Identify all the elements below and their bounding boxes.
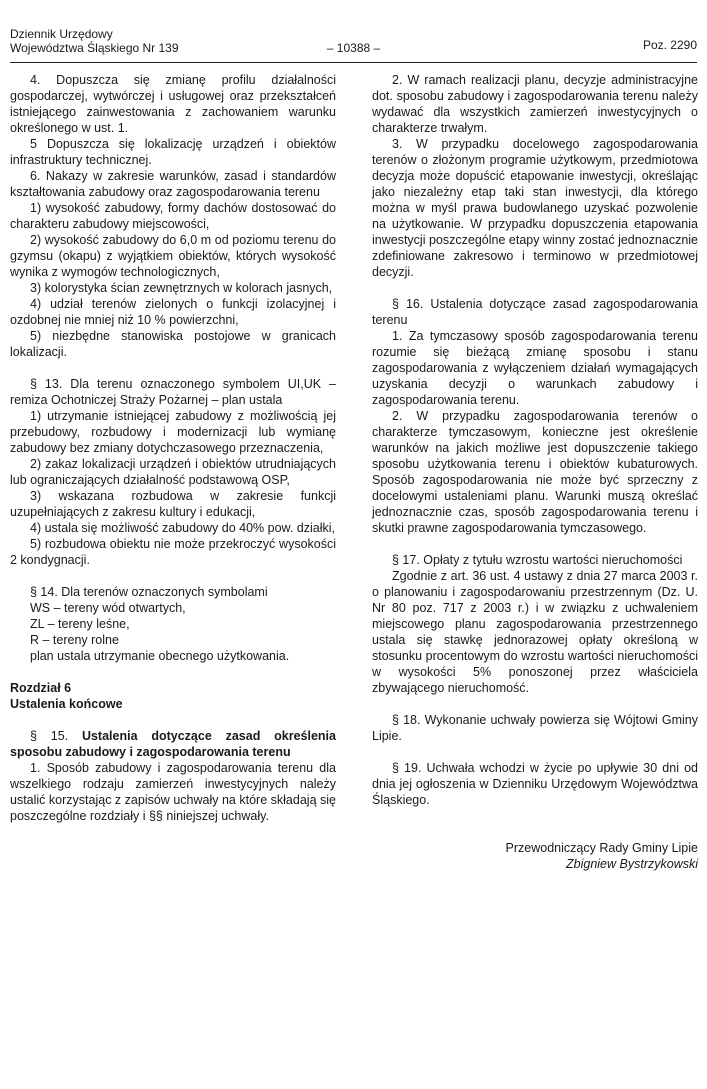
header-rule <box>10 62 697 63</box>
list-item: 5) niezbędne stanowiska postojowe w granicach lokalizacji. <box>10 329 336 359</box>
section-19: § 19. Uchwała wchodzi w życie po upływie 30 dni od dnia jej ogłoszenia w Dzienniku Urzędowym Województwa Śląskiego. <box>372 761 698 807</box>
section-17-title: § 17. Opłaty z tytułu wzrostu wartości nieruchomości <box>392 553 683 567</box>
paragraph: 1. Za tymczasowy sposób zagospodarowania terenu rozumie się bieżącą zmianę sposobu i stanu zagospodarowania z wyłączeniem działań wymagających uzyskania decyzji o warunkach zabudowy i zagospodarowania terenu. <box>372 329 698 407</box>
position-number: Poz. 2290 <box>642 38 697 52</box>
list-item: 2) wysokość zabudowy do 6,0 m od poziomu terenu do gzymsu (okapu) z wyjątkiem obiektów, których wysokość wynika z wymogów technologicznych, <box>10 233 336 279</box>
signature-name: Zbigniew Bystrzykowski <box>566 857 698 871</box>
paragraph: 3. W przypadku docelowego zagospodarowania terenów o złożonym programie użytkowym, przedmiotowa decyzja może dopuścić etapowanie inwestycji, określając jako niezależny etap taki stan inwestycji, dla którego można w myśl prawa budowlanego uzyskać pozwolenie na użytkowanie. W przypadku dopuszczenia etapowania inwestycji poszczególne etapy winny zostać jednoznacznie zdefiniowane zakresowo i terminowo w przedmiotowej decyzji. <box>372 137 698 279</box>
journal-line-1: Dziennik Urzędowy <box>10 27 113 41</box>
chapter-number: Rozdział 6 <box>10 681 72 695</box>
list-item: R – tereny rolne <box>30 633 119 647</box>
list-item: 3) kolorystyka ścian zewnętrznych w kolorach jasnych, <box>30 281 333 295</box>
list-item: 3) wskazana rozbudowa w zakresie funkcji uzupełniających z zakresu kultury i edukacji, <box>10 489 336 519</box>
paragraph: 5 Dopuszcza się lokalizację urządzeń i obiektów infrastruktury technicznej. <box>10 137 336 167</box>
page-number: – 10388 – <box>326 41 381 55</box>
paragraph: 2. W ramach realizacji planu, decyzje administracyjne dot. sposobu zabudowy i zagospodarowania terenu należy wydawać dla wszystkich zamierzeń inwestycyjnych o charakterze trwałym. <box>372 73 698 135</box>
paragraph: 6. Nakazy w zakresie warunków, zasad i standardów kształtowania zabudowy oraz zagospodarowania terenu <box>10 169 336 199</box>
list-item: 1) utrzymanie istniejącej zabudowy z możliwością jej przebudowy, rozbudowy i modernizacji lub wymianę zabudowy bez zmiany dotychczasowego przeznaczenia, <box>10 409 336 455</box>
journal-line-2: Województwa Śląskiego Nr 139 <box>10 41 179 55</box>
section-16-title: § 16. Ustalenia dotyczące zasad zagospodarowania terenu <box>372 297 698 327</box>
list-item: WS – tereny wód otwartych, <box>30 601 186 615</box>
section-15-title: Ustalenia dotyczące zasad określenia sposobu zabudowy i zagospodarowania terenu <box>10 729 336 759</box>
section-18: § 18. Wykonanie uchwały powierza się Wójtowi Gminy Lipie. <box>372 713 698 743</box>
list-item: plan ustala utrzymanie obecnego użytkowania. <box>30 649 290 663</box>
section-14-intro: § 14. Dla terenów oznaczonych symbolami <box>30 585 268 599</box>
right-column <box>372 72 698 872</box>
section-13-intro: § 13. Dla terenu oznaczonego symbolem UI,UK – remiza Ochotniczej Straży Pożarnej – plan ustala <box>10 377 336 407</box>
chapter-title: Ustalenia końcowe <box>10 697 123 711</box>
list-item: 2) zakaz lokalizacji urządzeń i obiektów utrudniających lub ograniczających działalność podstawową OSP, <box>10 457 336 487</box>
section-15-heading <box>10 728 336 760</box>
signature-title: Przewodniczący Rady Gminy Lipie <box>505 841 698 855</box>
left-column <box>10 72 336 824</box>
list-item: 5) rozbudowa obiektu nie może przekroczyć wysokości 2 kondygnacji. <box>10 537 336 567</box>
list-item: 4) ustala się możliwość zabudowy do 40% pow. działki, <box>30 521 336 535</box>
page-header <box>10 27 697 61</box>
list-item: 1) wysokość zabudowy, formy dachów dostosować do charakteru zabudowy miejscowości, <box>10 201 336 231</box>
list-item: 4) udział terenów zielonych o funkcji izolacyjnej i ozdobnej nie mniej niż 10 % powierzchni, <box>10 297 336 327</box>
paragraph: Zgodnie z art. 36 ust. 4 ustawy z dnia 27 marca 2003 r. o planowaniu i zagospodarowaniu przestrzennym (Dz. U. Nr 80 poz. 717 z 2003 r.) i w związku z uchwaleniem miejscowego planu zagospodarowania przestrzennego ustala się stawkę jednorazowej opłaty określoną w stosunku procentowym do wzrostu wartości nieruchomości w wysokości 5% ponoszonej przez właściciela zbywającego nieruchomość. <box>372 569 698 695</box>
section-15-number: § 15. <box>30 729 69 743</box>
list-item: ZL – tereny leśne, <box>30 617 130 631</box>
paragraph: 2. W przypadku zagospodarowania terenów o charakterze tymczasowym, konieczne jest określenie warunków na jakich możliwe jest dopuszczenie takiego sposobu użytkowania terenu i obiektów kubaturowych. Sposób zagospodarowania nie może być sprzeczny z docelowymi ustaleniami planu. Warunki muszą określać jednoznacznie czas, sposób zagospodarowania terenu i skutki prawne zagospodarowania tymczasowego. <box>372 409 698 535</box>
paragraph: 4. Dopuszcza się zmianę profilu działalności gospodarczej, wytwórczej i usługowej oraz przekształceń istniejącego zainwestowania z zachowaniem warunku określonego w ust. 1. <box>10 73 336 135</box>
paragraph: 1. Sposób zabudowy i zagospodarowania terenu dla wszelkiego rodzaju zamierzeń inwestycyjnych należy ustalić korzystając z zapisów uchwały na które składają się poszczególne rozdziały i §§ niniejszej uchwały. <box>10 761 336 823</box>
